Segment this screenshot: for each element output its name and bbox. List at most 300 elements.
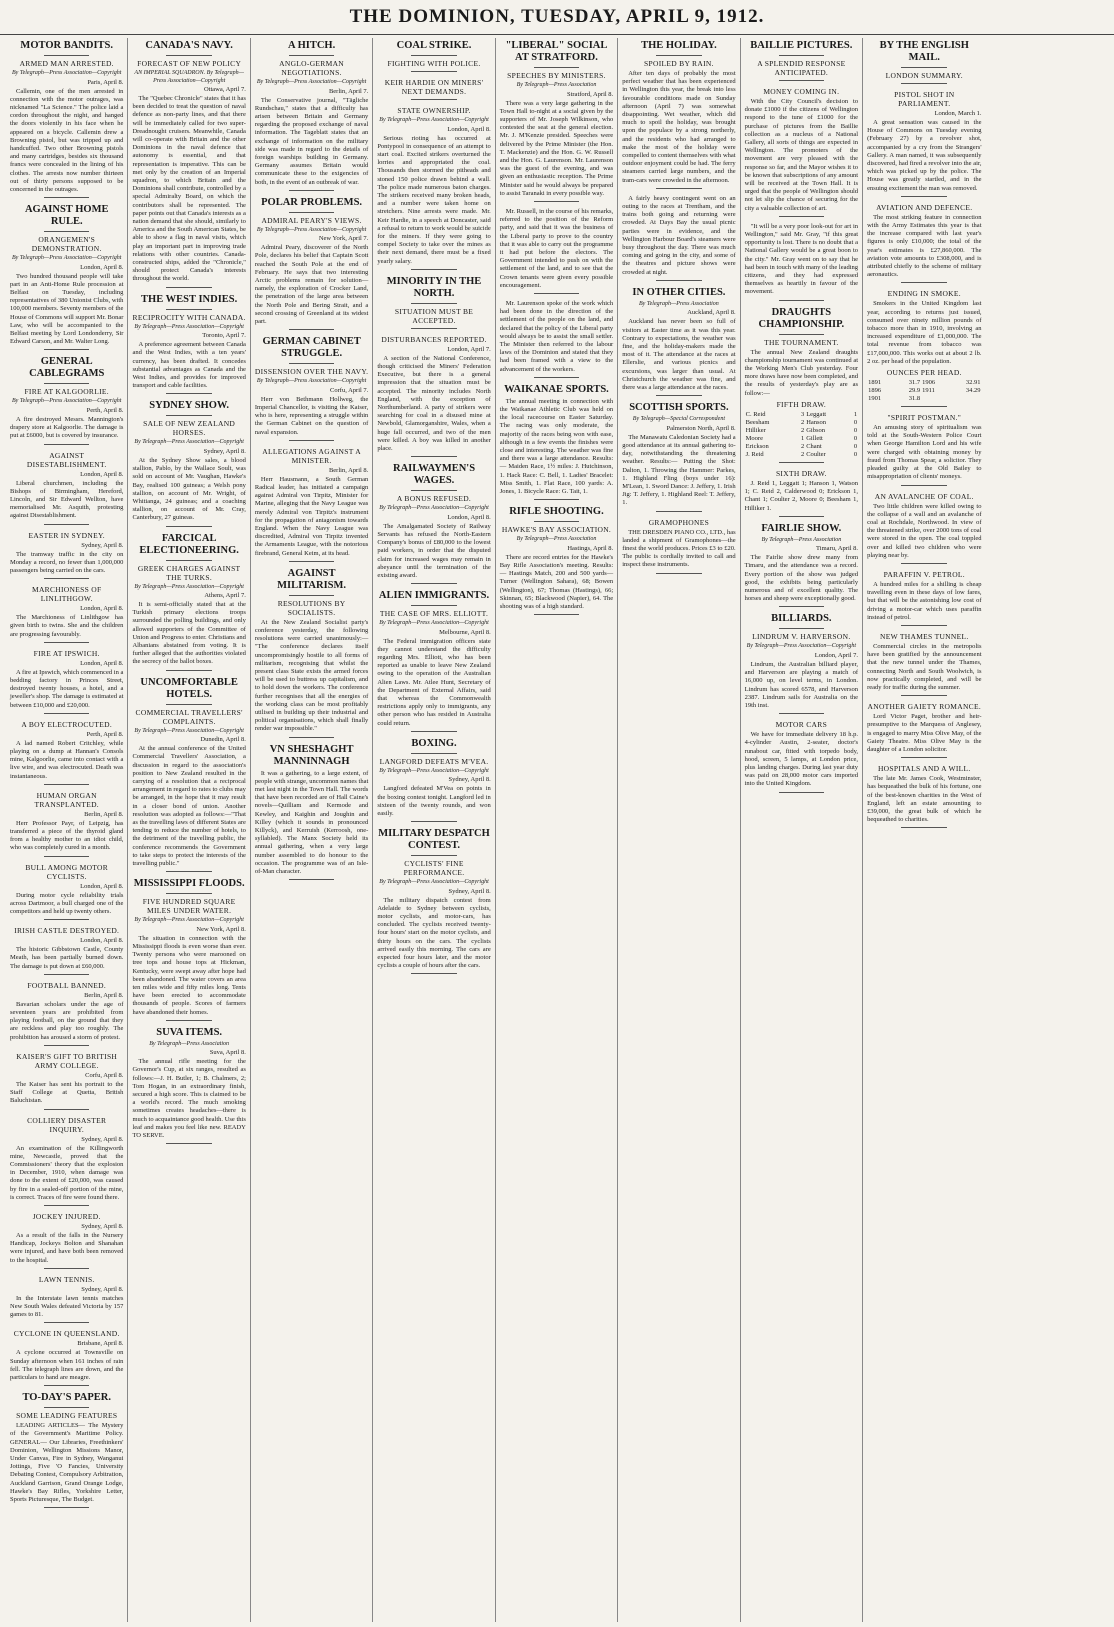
article-dateline: Timaru, April 8.	[816, 545, 859, 553]
article-body: The military dispatch contest from Adelaide to Sydney between cyclists, motor cyclists, and motor-cars, has concluded. The cyclists received twenty-four hours' start on the motor cyclists, and thirty hours on the cars. The cyclists arrived easily this morning. The cars are expected four hours later, and the motor cyclists a couple of hours after the cars.	[377, 896, 491, 970]
article-subhead: ADMIRAL PEARY'S VIEWS.	[261, 215, 362, 225]
article-headline: BY THE ENGLISH MAIL.	[879, 40, 969, 63]
article-body: Admiral Peary, discoverer of the North Pole, declares his belief that Captain Scott reached the South Pole at the end of February. He says that two interesting Arctic problems remain for solution—namely, the exploration of Crocker Land, the penetration of the large area between the North Pole and Bering Strait, and a second crossing of Greenland at its widest part.	[254, 244, 369, 326]
table-cell: Leggatt	[806, 410, 827, 418]
article-body: Herr Professor Payr, of Leipzig, has transferred a piece of the thyroid gland from a healthy mother to an idiot child, who was completely cured in a month.	[10, 819, 124, 852]
article-headline: MINORITY IN THE NORTH.	[386, 275, 482, 299]
article-end-rule	[779, 80, 824, 81]
table-row	[745, 427, 858, 435]
table-cell: Hanson	[806, 418, 827, 426]
article-dateline: Corfu, April 8.	[85, 1071, 124, 1079]
article-body: It was a gathering, to a large extent, of people with strange, uncommon names that met last night in the Town Hall. The words that have been recorded are of Hall Caine's novels—Quilliam and Kermode and Kewley, and Kaighin and Joughin and Killey (which it sounds in pronounced Killyck), and Kerruish (Kerroosh, one-syllabled). The Manx Society held its annual gathering, when a very large number assembled to do honour to the occasion. The programme was of an Isle-of-Man character.	[254, 769, 369, 876]
article-dateline: Palmerston North, April 8.	[666, 424, 736, 432]
article-end-rule	[44, 1268, 89, 1269]
article-subhead: SOME LEADING FEATURES	[16, 1411, 118, 1421]
article-byline: By Telegraph—Press Association	[149, 1040, 230, 1047]
article-byline: By Telegraph—Press Association—Copyright	[134, 323, 244, 330]
table-cell: 34.29	[965, 387, 981, 395]
article-subhead: RESOLUTIONS BY SOCIALISTS.	[277, 598, 346, 617]
article-byline: By Telegraph—Press Association—Copyright	[379, 620, 489, 627]
article-body: The annual rifle meeting for the Governor's Cup, at six ranges, resulted as follows:—J. H. Butler, 1; B. Chalmers, 2; Tom Hogan, in an extraordinary finish, secured a high score. This is claimed to be a world's record. The much smoking sometimes creates headaches—there is much to acquaintance good health. Use this leaf and makes you feel like new. READY TO SERVE.	[132, 1058, 246, 1140]
article	[867, 764, 981, 828]
article-end-rule	[901, 757, 947, 758]
article-subhead: A BONUS REFUSED.	[396, 494, 472, 504]
article-dateline: Melbourne, April 8.	[439, 628, 491, 636]
article-body: The Amalgamated Society of Railway Servants has refused the North-Eastern Company's bonus of £80,000 to the lowest paid workers, in order that the disputed claim for increased wages may remain in abeyance until the termination of the existing award.	[377, 522, 491, 579]
table-row	[867, 395, 981, 403]
article-end-rule	[289, 190, 334, 191]
article-body: A lad named Robert Critchley, while playing on a dump at Hannan's Consols mine, Kalgoorlie, came into contact with a live wire, and was electrocuted. Death was instantaneous.	[10, 739, 124, 780]
divider	[411, 55, 456, 56]
article-dateline: Suva, April 8.	[209, 1049, 246, 1057]
article-dateline: Stratford, April 8.	[566, 90, 614, 98]
article-end-rule	[779, 792, 824, 793]
article-subhead: SIXTH DRAW.	[775, 468, 827, 478]
article	[377, 106, 490, 270]
article-byline: By Telegraph—Press Association	[761, 536, 842, 543]
article-end-rule	[656, 188, 701, 189]
divider	[289, 363, 334, 364]
table-cell: 1911	[922, 387, 935, 395]
article	[377, 828, 490, 974]
article	[132, 533, 245, 671]
article-byline: By Telegraph—Press Association—Copyright	[134, 583, 244, 590]
article	[132, 40, 245, 288]
article-body: At the Sydney Show sales, a blood stallion, Pablo, by the Wallace Soult, was sold on account of Mr. Vaughan, Hawke's Bay, realised 100 guineas; a Welsh pony stallion, on account of Mr. Wright, of Whitianga, 24 guineas; and a coaching stallion, on account of Mr. Cray, Canterbury, 27 guineas.	[132, 456, 246, 522]
article-body: At the New Zealand Socialist party's conference yesterday, the following resolutions were carried unanimously:— "The conference declares itself uncompromisingly hostile to all forms of militarism, recognising that whilst the present class State exists the armed forces will be used to buttress up capitalism, and to hold down the workers. The conference further recognises that all the energies of the working class can be most profitably utilised in building up their industrial and political organisations, which shall finally render war impossible."	[254, 618, 369, 733]
article	[10, 863, 123, 921]
article-subhead: LINDRUM V. HARVERSON.	[752, 632, 851, 642]
article	[500, 506, 613, 615]
article	[255, 447, 368, 562]
article-dateline: London, April 8.	[80, 470, 124, 478]
results-table	[745, 411, 858, 459]
article-subhead: "SPIRIT POSTMAN."	[887, 413, 962, 423]
table-cell	[921, 395, 950, 403]
table-cell: 31.8	[908, 395, 921, 403]
article-body: A fairly heavy contingent went on an outing to the races at Trentham, and the trains both going and returning were crowded. At Days Bay the usual picnic parties were in evidence, and the Wellington Harbour Board's steamers were busy throughout the day. There was much coming and going in the city, and some of the theatres and picture shows were crowded at night.	[622, 194, 736, 276]
table-cell: Chant	[806, 442, 822, 450]
article-subhead: THE TOURNAMENT.	[764, 337, 839, 347]
article-body: Mr. Laurenson spoke of the work which had been done in the direction of the settlement of the people on the land, and declared that the policy of the Liberal party would always be to assist the small settler. The Minister then referred to the labour laws of the Dominion and stated that they had been framed with a view to the advancement of the workers.	[499, 299, 614, 373]
article	[867, 40, 981, 84]
article-subhead: AN AVALANCHE OF COAL.	[874, 491, 974, 501]
table-cell: 29.9	[908, 387, 921, 395]
article	[377, 40, 490, 72]
newspaper-title: THE DOMINION, TUESDAY, APRIL 9, 1912.	[349, 6, 765, 27]
table-cell: 0	[853, 442, 858, 450]
article	[10, 981, 123, 1046]
article-subhead: MONEY COMING IN.	[763, 87, 840, 96]
article-body: Herr Hausmann, a South German Radical leader, has initiated a campaign against Admiral von Tirpitz, Minister for Marine, alleging that the Navy League was merely Admiral von Tirpitz's instrument for the propagation of antagonism towards England. When the Navy League was discredited, Admiral von Tirpitz invented the Armaments League, with the notorious firebrand, General Keim, at its head.	[254, 475, 369, 557]
divider	[534, 521, 579, 522]
article-subhead: SALE OF NEW ZEALAND HORSES.	[143, 419, 236, 438]
article-dateline: London, April 8.	[80, 937, 124, 945]
article-headline: BAILLIE PICTURES.	[750, 40, 853, 51]
article-end-rule	[901, 83, 947, 84]
article-subhead: CYCLISTS' FINE PERFORMANCE.	[403, 859, 465, 878]
article	[10, 791, 123, 857]
article-subhead: COLLIERY DISASTER INQUIRY.	[27, 1115, 107, 1134]
article-end-rule	[779, 300, 824, 301]
article-body: The Fairlie show drew many from Timaru, and the attendance was a record. Every portion of the show was judged good, the exhibits being particularly numerous and of excellent quality. The horses and sheep were exceptionally good.	[744, 554, 859, 603]
article-headline: THE HOLIDAY.	[641, 40, 717, 51]
article-body: The annual New Zealand draughts championship tournament was continued at the Working Men's Club yesterday. Four more draws have now been completed, and the results of yesterday's play are as follow:—	[744, 348, 859, 397]
article-dateline: Sydney, April 8.	[203, 447, 246, 455]
article-body: Serious rioting has occurred at Pontypool in consequence of an attempt to start coal. Excited strikers overturned the lorries and appropriated the coal. Thousands then stormed the pitheads and stoned 150 police drawn behind a wall. The police made numerous baton charges. The strikers received many broken heads, and a number were taken home on stretchers. Nine arrests were made. Mr. Keir Hardie, in a speech at Doncaster, said a refusal to return to work would be suicide for the miners. If they were going to compel Society to take over the mines as their next demand, there must be a fixed yearly salary.	[377, 134, 491, 265]
table-cell: 0	[853, 418, 858, 426]
article-headline: FAIRLIE SHOW.	[761, 522, 842, 534]
article	[10, 1116, 123, 1206]
article-end-rule	[44, 1109, 89, 1110]
article-end-rule	[411, 328, 456, 329]
article-end-rule	[901, 406, 947, 407]
article-dateline: Berlin, April 7.	[328, 87, 369, 95]
article-headline: IN OTHER CITIES.	[632, 286, 726, 298]
article-end-rule	[411, 821, 456, 822]
article-dateline: London, April 8.	[447, 125, 491, 133]
article-body: As a result of the falls in the Nursery Handicap, Jockeys Bolton and Shanahan were injured, and have both been removed to the hospital.	[10, 1231, 124, 1264]
article-subhead: GRAMOPHONES	[648, 517, 710, 527]
article-body: Herr von Bethmann Hollweg, the Imperial Chancellor, is visiting the Kaiser, who is here, representing a struggle within the German Cabinet on the question of naval expansion.	[254, 395, 369, 436]
article-body: The Federal immigration officers state they cannot understand the difficulty regarding Mrs. Elliott, who has been reported as unable to leave New Zealand owing to the operation of the Australian Alien Laws. Mr. Atlee Hunt, Secretary of the Department of External Affairs, said that whereas the Commonwealth restrictions apply only to immigrants, any other person who has resided in Australia could return.	[377, 637, 491, 727]
article-body: The Kaiser has sent his portrait to the Staff College at Quetta, British Baluchistan.	[10, 1080, 124, 1105]
article-body: Commercial circles in the metropolis have been gratified by the announcement that the new tunnel under the Thames, connecting North and South Woolwich, is now practically completed, and will be ready for traffic during the summer.	[867, 642, 982, 691]
article-body: With the City Council's decision to donate £1000 if the citizens of Wellington respond to the tune of £1000 for the purchase of pictures from the Baillie collection as a nucleus of a National Gallery, all sorts of things are expected in Wellington. The promoters of the movement are very pleased with the response so far, and the Mayor wishes it to be known that subscriptions of any amount will be received at the Town Hall. It is urged that the people of Wellington should not let slip the chance of securing for the city a valuable collection of art.	[744, 98, 859, 212]
article-body: A section of the National Conference, though criticised the Miners' Federation Executive, but there is a general impression that the situation must be accepted. The minority includes North England, with the exception of Northumberland. A party of strikers were searching for coal in a disused mine at Newbold, Glamorganshire, Wales, when a huge fall occurred, and two of the men were killed. A boy was killed in another place.	[377, 354, 491, 452]
article-end-rule	[411, 583, 456, 584]
article-dateline: Athens, April 7.	[204, 592, 246, 600]
article	[255, 336, 368, 441]
divider	[166, 704, 211, 705]
article-headline: GENERAL CABLEGRAMS	[29, 356, 105, 380]
article-byline: By Telegraph—Press Association—Copyright	[134, 917, 244, 924]
article-end-rule	[901, 196, 947, 197]
table-cell: Erickson	[745, 442, 769, 450]
article-subhead: ALLEGATIONS AGAINST A MINISTER.	[262, 446, 361, 465]
article-subhead: STATE OWNERSHIP.	[397, 106, 471, 115]
article	[867, 632, 981, 696]
article-subhead: SPEECHES BY MINISTERS.	[507, 71, 606, 80]
article-body: LEADING ARTICLES— The Mystery of the Government's Maritime Policy. GENERAL— Our Libraries, Freethinkers' Dominion, Wellington Missions Manor, Under Canvas, Fire in Sydney, Wanganui Jottings, Five 'O Fancies, University Debating Contest, Compulsory Arbitration, Auckland Garrison, Grand Orange Lodge, Hawke's Bay Rifles, Yorkshire Letter, Sports Picturesque, The Budget.	[10, 1422, 124, 1503]
column-1	[6, 38, 128, 1622]
article-dateline: London, March 1.	[934, 110, 982, 117]
article-end-rule	[411, 456, 456, 457]
divider	[44, 55, 89, 56]
article-subhead: DISTURBANCES REPORTED.	[381, 334, 487, 344]
article-headline: POLAR PROBLEMS.	[261, 196, 363, 208]
article-subhead: LAWN TENNIS.	[38, 1274, 95, 1284]
article-byline: By Telegraph—Press Association	[516, 536, 597, 543]
article	[867, 289, 981, 407]
article-dateline: London, April 8.	[80, 263, 124, 271]
article-end-rule	[166, 287, 211, 288]
article-body: Two little children were killed owing to the collapse of a wall and an avalanche of coal at Rochdale, Northwood. In view of the threatened strike, over 2000 tons of coal were stored in the open. The coal toppled over and killed two children who were playing near by.	[867, 502, 982, 559]
article-body: A cyclone occurred at Townsville on Sunday afternoon when 161 inches of rain fell. The telegraph lines are down, and the particulars to hand are meagre.	[10, 1349, 124, 1381]
article	[745, 307, 858, 463]
divider	[656, 55, 701, 56]
divider	[166, 893, 211, 894]
article-end-rule	[44, 974, 89, 975]
article-body: Auckland has never been so full of visitors at Easter time as it was this year. Contrary to expectations, the weather was fine, and the holiday-makers made the most of it. The attendance at the races at Ellerslie, and various picnics and excursions, was larger than usual. At Christchurch the weather was fine, and there was a large attendance at the races.	[622, 318, 736, 391]
article-end-rule	[534, 293, 579, 294]
article-subhead: RECIPROCITY WITH CANADA.	[132, 312, 246, 322]
article-body: "It will be a very poor look-out for art in Wellington," said Mr. Gray, "if this great opportunity is lost. There is no doubt that a National Gallery would be a great boon to the city." Mr. Gray went on to say that he had been in touch with many of the leading citizens, and they had expressed themselves as heartily in favour of the movement.	[744, 222, 859, 296]
article-subhead: COMMERCIAL TRAVELLERS' COMPLAINTS.	[135, 707, 243, 726]
article-headline: RAILWAYMEN'S WAGES.	[392, 463, 476, 487]
article-subhead: JOCKEY INJURED.	[32, 1211, 101, 1221]
table-cell: 3	[800, 410, 805, 418]
article-end-rule	[289, 879, 334, 880]
article-headline: AGAINST HOME RULE.	[24, 204, 109, 228]
article-body: Langford defeated M'Vea on points in the boxing contest tonight. Langford led in sixteen of the twenty rounds, and won easily.	[377, 785, 491, 817]
column-2	[128, 38, 250, 1622]
article-end-rule	[289, 561, 334, 562]
article-dateline: Auckland, April 8.	[687, 309, 736, 317]
table-cell: 1901	[868, 395, 882, 403]
article-headline: WAIKANAE SPORTS.	[504, 383, 609, 395]
results-table	[867, 379, 981, 403]
article-body: At the annual conference of the United Commercial Travellers' Association, a discussion in regard to the association's position to New Zealand resulted in the carrying of a resolution that a reciprocal arrangement in regard to rates to clubs may be arranged, in the hope that it may result in a closer bond of union. Another resolution was adopted as follows:—"That as the travelling laws of different States are tending to reduce the number of hotels, to the detriment of the travelling public, the conference recommends the Government to take steps to protect the interests of the travelling public."	[132, 745, 246, 867]
article	[622, 402, 735, 511]
article-body: There was a very large gathering in the Town Hall to-night at a social given by the supporters of Mr. Joseph Wilkinson, who contested the seat at the general election. Mr. J. M'Kenzie presided. Speeches were delivered by the Prime Minister (the Hon. T. Mackenzie) and the Hon. G. W. Russell and the Hon. G. Laurenson. Mr. Laurenson was the guest of the evening, and was given an enthusiastic reception. The Prime Minister said he would always be prepared to assist Taranaki in every possible way.	[499, 99, 614, 197]
article-end-rule	[901, 625, 947, 626]
article-end-rule	[779, 516, 824, 517]
article	[377, 276, 490, 329]
article-end-rule	[411, 269, 456, 270]
article-end-rule	[901, 282, 947, 283]
article	[867, 492, 981, 564]
article-end-rule	[779, 713, 824, 714]
article-body: The historic Gibbstown Castle, County Meath, has been partially burned down. The damage is put down at £60,000.	[10, 946, 124, 970]
divider	[166, 415, 211, 416]
article-dateline: Ottawa, April 7.	[203, 86, 246, 93]
article-byline: By Telegraph—Press Association—Copyright	[379, 117, 489, 123]
divider	[779, 334, 824, 335]
article	[255, 744, 368, 881]
divider	[166, 309, 211, 310]
article-end-rule	[411, 71, 456, 72]
article	[10, 649, 123, 714]
divider	[166, 560, 211, 561]
article-subhead: IRISH CASTLE DESTROYED.	[14, 926, 120, 936]
article-end-rule	[534, 499, 579, 500]
article-subhead: FIRE AT IPSWICH.	[33, 648, 100, 658]
article-end-rule	[779, 462, 824, 463]
article-dateline: Sydney, April 8.	[81, 1135, 124, 1143]
article-end-rule	[44, 578, 89, 579]
article	[132, 677, 245, 873]
article-subhead: AGAINST DISESTABLISHMENT.	[26, 450, 107, 469]
table-cell: C. Reid	[745, 410, 766, 418]
article-body: The "Quebec Chronicle" states that it has been decided to treat the question of naval defence as non-party lines, and that there will be immediately called for two super-Dreadnought cruisers. Meanwhile, Canada will co-operate with Britain and the other Dominions in the naval defence that autonomy is essential, and that representation is imperative. This can be met only by the creation of an Imperial squadron, to which Britain and the Dominions shall contribute, controlled by a special Admiralty Board, on which the contributors shall be represented. The paper points out that Canada's interests as a nation demand that she should, similarly to America and the South American States, be able to show a flag in naval visits, which play an important part in improving trade relations with other countries. Canada-constructed ships, added the "Chronicle," should protect Canada's interests throughout the world.	[132, 95, 246, 283]
table-row	[867, 387, 981, 395]
article-body: In the Interstate lawn tennis matches New South Wales defeated Victoria by 157 games to 81.	[10, 1294, 124, 1319]
divider	[901, 67, 947, 68]
article-subhead: ARMED MAN ARRESTED.	[19, 59, 114, 68]
article-end-rule	[44, 524, 89, 525]
article-end-rule	[44, 1385, 89, 1386]
article-subhead: AVIATION AND DEFENCE.	[876, 202, 973, 212]
article-subhead: SITUATION MUST BE ACCEPTED.	[394, 306, 474, 325]
article-body: Liberal churchmen, including the Bishops of Birmingham, Hereford, Lincoln, and Sir Edward Wellton, have memorialised Mr. Asquith, protesting against Disestablishment.	[10, 479, 124, 520]
divider	[166, 55, 211, 56]
article-headline: MOTOR BANDITS.	[20, 40, 113, 51]
article-end-rule	[901, 827, 947, 828]
table-cell	[950, 395, 982, 403]
table-cell: Coulter	[806, 450, 826, 458]
article-dateline: Berlin, April 8.	[84, 991, 124, 999]
divider	[289, 212, 334, 213]
article-end-rule	[901, 695, 947, 696]
article-dateline: Hastings, April 8.	[567, 544, 614, 552]
article	[867, 203, 981, 284]
article-dateline: Brisbane, April 8.	[77, 1340, 124, 1348]
article-body: A preference agreement between Canada and the West Indies, with a ten years' currency, has been drafted. It concedes substantial advantages as Canada and the West Indies, and provides for improved transport and cable facilities.	[132, 341, 246, 390]
article-dateline: Sydney, April 8.	[81, 541, 124, 549]
table-cell: 1906	[922, 379, 936, 387]
article-subhead: HUMAN ORGAN TRANSPLANTED.	[34, 790, 99, 809]
article	[622, 40, 735, 189]
article	[745, 223, 858, 301]
article-headline: RIFLE SHOOTING.	[509, 506, 604, 518]
article-end-rule	[166, 871, 211, 872]
article-body: Lord Victor Paget, brother and heir-presumptive to the Marquess of Anglesey, is engaged to marry Miss Olive May, of the Gaiety Theatre. Miss Olive May is the daughter of a London solicitor.	[867, 713, 982, 753]
article-body: A hundred miles for a shilling is cheap travelling even in these days of low fares, but that will be the astonishing low cost of driving a motor-car which uses paraffin instead of petrol.	[867, 580, 982, 621]
article-body: J. Reid 1, Leggatt 1; Hanson 1, Watson 1; C. Reid 2, Calderwood 0; Erickson 1, Chant 1; Coulter 2, Moore 0; Beesham 1, Hilliker 1.	[744, 479, 859, 512]
table-cell: 32.91	[965, 379, 981, 387]
article-dateline: London, April 7.	[814, 651, 859, 659]
article	[10, 1052, 123, 1110]
article	[745, 720, 858, 792]
article-subhead: ORANGEMEN'S DEMONSTRATION.	[31, 235, 102, 254]
article-subhead: EASTER IN SYDNEY.	[28, 530, 105, 540]
article-end-rule	[44, 444, 89, 445]
article-byline: By Telegraph—Special Correspondent	[632, 416, 726, 423]
article-byline: By Telegraph—Press Association—Copyright	[11, 255, 122, 262]
article-body: Bavarian scholars under the age of seventeen years are prohibited from playing football, on the ground that they are reckless and play too roughly. The prohibition has aroused a storm of protest.	[10, 1000, 124, 1041]
article	[10, 531, 123, 580]
article	[745, 469, 858, 517]
article	[10, 356, 123, 444]
article	[10, 40, 123, 198]
article-end-rule	[44, 919, 89, 920]
article-body: An examination of the Killingworth mine, Newcastle, proved that the Commissioners' theory that the explosion in December, 1910, when damage was done to the extent of £20,000, was caused by fire in a sealed-off portion of the mine, is correct. Traces of fire were found there.	[10, 1144, 124, 1201]
article-subhead: KAISER'S GIFT TO BRITISH ARMY COLLEGE.	[16, 1051, 118, 1070]
article-body: The Manawatu Caledonian Society had a good attendance at its annual gathering to-day, notwithstanding the threatening weather. Results:— Putting the Shot: Dalton, 1. Throwing the Hammer: Parkes, 1. Highland Fling (boys under 16): M'Lean, 1. Sword Dance: J. Jeffery, 1. Irish Jig: T. Jeffery, 1. Highland Reel: T. Jeffery, 1.	[622, 433, 736, 507]
article-dateline: Berlin, April 8.	[84, 810, 124, 818]
article-body: Lindrum, the Australian billiard player, and Harverson are playing a match of 16,000 up, on level terms, in London. Lindrum has scored 6578, and Harverson 2387. Lindrum sails for Australia on the 19th inst.	[744, 660, 859, 709]
divider	[779, 55, 824, 56]
article-dateline: Dunedin, April 8.	[200, 736, 246, 744]
article-body: The Conservative journal, "Tägliche Rundschau," states that a difficulty has arisen between Britain and Germany regarding the proposed exchange of naval information. The Tageblatt states that an exchange of information on the military side was made in regard to the details of foreign warships building in Germany. Germany assumes Britain would communicate these to the exigencies of both, in the event of an outbreak of war.	[254, 96, 369, 186]
article-subhead: LANGFORD DEFEATS M'VEA.	[379, 756, 489, 766]
article	[622, 518, 735, 574]
article-end-rule	[166, 1020, 211, 1021]
article	[10, 720, 123, 785]
article-headline: COAL STRIKE.	[396, 40, 472, 51]
article-body: A great sensation was caused in the House of Commons on Tuesday evening (February 27) by a revolver shot, accompanied by a cry from the Strangers' Gallery. A man named, it was subsequently discovered, had fired a revolver into the air, which was picked up by the police. The House was greatly startled, and in the ensuing excitement the man was removed.	[867, 119, 982, 192]
article-body: An amusing story of spiritualism was told at the South-Western Police Court when George Hamilton Lord and his wife were charged with obtaining money by fraud from Thomas Spear, a solicitor. They pleaded guilty at the Old Bailey to misappropriation of clients' moneys.	[867, 424, 982, 481]
article	[622, 195, 735, 281]
article-headline: SYDNEY SHOW.	[149, 400, 230, 412]
article-end-rule	[411, 731, 456, 732]
table-cell: 0	[853, 434, 858, 442]
divider	[779, 628, 824, 629]
article-subhead: CYCLONE IN QUEENSLAND.	[13, 1329, 120, 1339]
table-cell: 1	[800, 434, 805, 442]
article	[377, 78, 490, 100]
article-headline: AGAINST MILITARISM.	[277, 567, 347, 591]
article-headline: FARCICAL ELECTIONEERING.	[139, 532, 239, 556]
article-byline: By Telegraph—Press Association—Copyright	[11, 398, 122, 405]
article-byline: By Telegraph—Press Association—Copyright	[256, 226, 367, 233]
article-body: It is semi-officially stated that at the Turkish primary elections troops surrounded the polling buildings, and only allowed supporters of the Committee of Union and Progress to enter. Christians and Albanians abstained from voting. It is further alleged that the authorities violated the secrecy of the ballot boxes.	[132, 601, 246, 666]
divider	[411, 605, 456, 606]
article-headline: BILLIARDS.	[771, 613, 832, 625]
article-subhead: ENDING IN SMOKE.	[887, 289, 961, 299]
table-title: FIFTH DRAW.	[776, 399, 827, 409]
column-5	[496, 38, 618, 1622]
article-byline: By Telegraph—Press Association	[639, 300, 719, 307]
article-byline: By Telegraph—Press Association—Copyright	[134, 727, 244, 734]
article-headline: A HITCH.	[287, 40, 336, 51]
table-cell: 1891	[868, 379, 882, 387]
article-headline: MILITARY DESPATCH CONTEST.	[378, 828, 490, 852]
article-end-rule	[44, 1205, 89, 1206]
article-byline: By Telegraph—Press Association—Copyright	[256, 79, 367, 85]
article-subhead: A BOY ELECTROCUTED.	[21, 719, 113, 729]
article-end-rule	[166, 1143, 211, 1144]
table-cell: Moore	[745, 434, 763, 442]
divider	[44, 1407, 89, 1408]
article-end-rule	[44, 1322, 89, 1323]
article	[500, 384, 613, 500]
divider	[411, 753, 456, 754]
article-dateline: Corfu, April 7.	[330, 386, 369, 394]
article-body: During motor cycle reliability trials across Dartmoor, a bull charged one of the competitors and held up twenty others.	[10, 891, 124, 916]
article-headline: ALIEN IMMIGRANTS.	[378, 590, 490, 602]
divider	[289, 595, 334, 596]
article	[377, 590, 490, 732]
article-headline: "LIBERAL" SOCIAL AT STRATFORD.	[505, 40, 608, 63]
table-cell: Beesham	[745, 418, 770, 426]
article-subhead: GREEK CHARGES AGAINST THE TURKS.	[137, 563, 241, 582]
article-dateline: Sydney, April 8.	[448, 887, 491, 895]
article-headline: BOXING.	[411, 737, 457, 749]
article-body: Callemin, one of the men arrested in connection with the motor outrages, was nicknamed "La Science." The police laid a cordon throughout the night, and hanged the doors violently in his face when he appeared on a bicycle. Callemin drew a Browning pistol, but was tripped up and handcuffed. Two other Browning pistols and many cartridges, besides six thousand francs were concealed in the lining of his clothes. The arrests now number thirteen out of thirty persons supposed to be concerned in the outrages.	[10, 87, 124, 193]
article-subhead: DISSENSION OVER THE NAVY.	[254, 367, 369, 377]
column-4	[373, 38, 495, 1622]
article-end-rule	[411, 973, 456, 974]
article-headline: CANADA'S NAVY.	[145, 40, 233, 51]
article-end-rule	[289, 329, 334, 330]
article-subhead: HAWKE'S BAY ASSOCIATION.	[501, 525, 612, 535]
article-dateline: London, April 7.	[447, 345, 491, 353]
article-end-rule	[534, 614, 579, 615]
table-cell: 0	[853, 426, 858, 434]
article-dateline: London, April 8.	[80, 659, 124, 667]
article	[745, 613, 858, 714]
article-end-rule	[44, 1045, 89, 1046]
divider	[534, 67, 579, 68]
table-title: OUNCES PER HEAD.	[886, 368, 962, 378]
article-subhead: SPOILED BY RAIN.	[644, 59, 714, 68]
article-end-rule	[534, 201, 579, 202]
article-end-rule	[289, 737, 334, 738]
table-row	[745, 419, 858, 427]
column-7	[741, 38, 863, 1622]
